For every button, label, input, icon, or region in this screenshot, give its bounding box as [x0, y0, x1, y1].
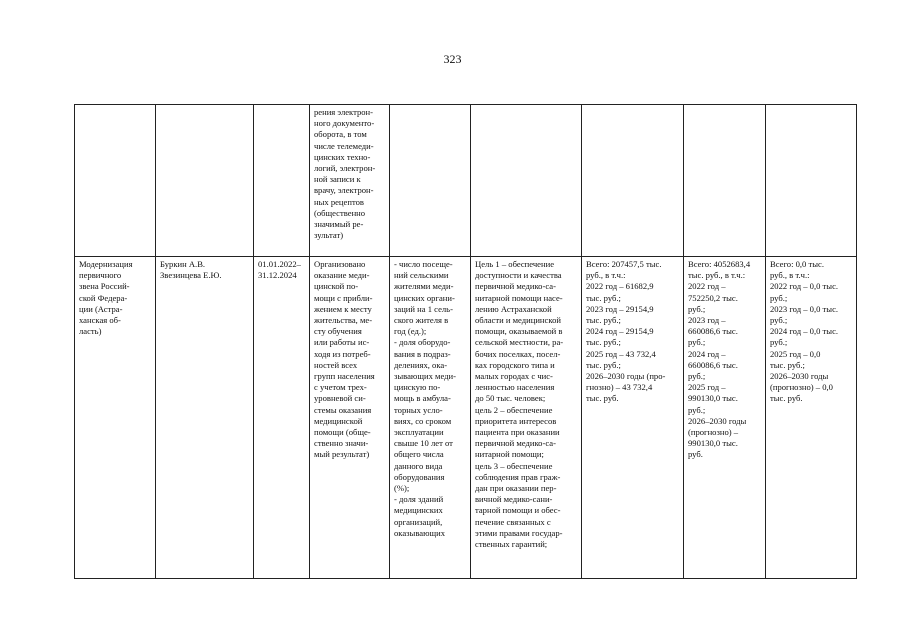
program-table [74, 104, 857, 579]
cell-goals: Цель 1 – обеспечение доступности и качества первичной медико-са- нитарной помощи насе- лению Астраханской области и медицинской помощи, оказываемой в сельской местности, ра- бочих поселках, посел- ках городского типа и малых городах с чис- ленностью населения до 50 тыс. человек; цель 2 – обеспечение приоритета интересов пациента при оказании первичной медико-са- нитарной помощи; цель 3 – обеспечение соблюдения прав граж- дан при оказании пер- вичной медико-сани- тарной помощи и обес- печение связанных с этими правами государ- ственных гарантий; [471, 257, 582, 579]
cell-result: рения электрон- ного документо- оборота, в том числе телемеди- цинских техно- логий, электрон- ной записи к врачу, электрон- ных рецептов (общественно значимый ре- зультат) [310, 105, 390, 257]
cell-event-name: Модернизация первичного звена Россий- ской Федера- ции (Астра- ханская об- ласть) [75, 257, 156, 579]
cell-result: Организовано оказание меди- цинской по- мощи с прибли- жением к месту жительства, ме- сту обучения или работы ис- ходя из потреб- ностей всех групп населения с учетом трех- уровневой си- стемы оказания медицинской помощи (обще- ственно значи- мый результат) [310, 257, 390, 579]
cell-funding-2 [684, 105, 766, 257]
cell-period: 01.01.2022– 31.12.2024 [254, 257, 310, 579]
page-number: 323 [443, 52, 462, 66]
cell-funding-1 [582, 105, 684, 257]
cell-goals [471, 105, 582, 257]
cell-responsible: Буркин А.В. Звезинцева Е.Ю. [156, 257, 254, 579]
cell-funding-3: Всего: 0,0 тыс. руб., в т.ч.: 2022 год – 0,0 тыс. руб.; 2023 год – 0,0 тыс. руб.; 2024 год – 0,0 тыс. руб.; 2025 год – 0,0 тыс. руб.; 2026–2030 годы (прогнозно) – 0,0 тыс. руб. [766, 257, 857, 579]
table-row [75, 257, 857, 579]
cell-responsible [156, 105, 254, 257]
cell-period [254, 105, 310, 257]
table-row [75, 105, 857, 257]
cell-funding-1: Всего: 207457,5 тыс. руб., в т.ч.: 2022 год – 61682,9 тыс. руб.; 2023 год – 29154,9 тыс. руб.; 2024 год – 29154,9 тыс. руб.; 2025 год – 43 732,4 тыс. руб.; 2026–2030 годы (про- гнозно) – 43 732,4 тыс. руб. [582, 257, 684, 579]
cell-indicators: - число посеще- ний сельскими жителями меди- цинских органи- заций на 1 сель- ского жителя в год (ед.); - доля оборудо- вания в подраз- делениях, ока- зывающих меди- цинскую по- мощь в амбула- торных усло- виях, со сроком эксплуатации свыше 10 лет от общего числа данного вида оборудования (%); - доля зданий медицинских организаций, оказывающих [390, 257, 471, 579]
cell-funding-3 [766, 105, 857, 257]
cell-event-name [75, 105, 156, 257]
cell-funding-2: Всего: 4052683,4 тыс. руб., в т.ч.: 2022 год – 752250,2 тыс. руб.; 2023 год – 660086,6 тыс. руб.; 2024 год – 660086,6 тыс. руб.; 2025 год – 990130,0 тыс. руб.; 2026–2030 годы (прогнозно) – 990130,0 тыс. руб. [684, 257, 766, 579]
cell-indicators [390, 105, 471, 257]
